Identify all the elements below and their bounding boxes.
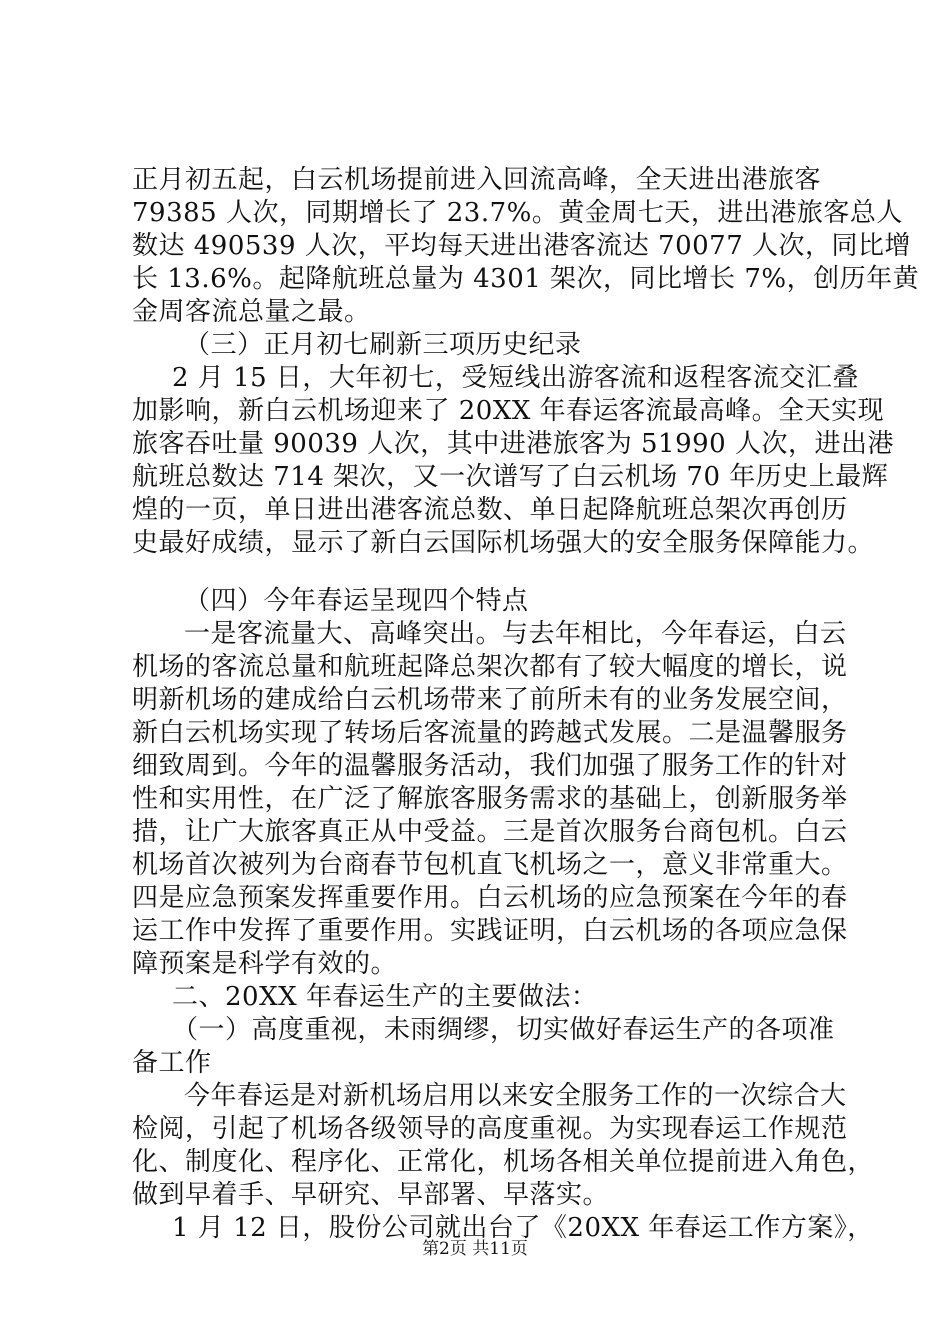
text-line: 正月初五起，白云机场提前进入回流高峰，全天进出港旅客: [132, 165, 822, 195]
text-line: 明新机场的建成给白云机场带来了前所未有的业务发展空间，: [132, 685, 848, 715]
page-number-footer: 第2页 共11页: [422, 1239, 528, 1259]
text-line: 今年春运是对新机场启用以来安全服务工作的一次综合大: [184, 1081, 847, 1111]
text-line: 金周客流总量之最。: [132, 297, 371, 327]
text-line: 机场首次被列为台商春节包机直飞机场之一，意义非常重大。: [132, 850, 848, 880]
text-line: 新白云机场实现了转场后客流量的跨越式发展。二是温馨服务: [132, 718, 848, 748]
text-line: 加影响，新白云机场迎来了 20XX 年春运客流最高峰。全天实现: [132, 396, 885, 426]
text-line: 措，让广大旅客真正从中受益。三是首次服务台商包机。白云: [132, 817, 848, 847]
text-line: 煌的一页，单日进出港客流总数、单日起降航班总架次再创历: [132, 495, 848, 525]
text-line: 长 13.6%。起降航班总量为 4301 架次，同比增长 7%，创历年黄: [132, 264, 920, 294]
text-line: 旅客吞吐量 90039 人次，其中进港旅客为 51990 人次，进出港: [132, 429, 894, 459]
text-line: 79385 人次，同期增长了 23.7%。黄金周七天，进出港旅客总人: [132, 198, 903, 228]
section-heading: （三）正月初七刷新三项历史纪录: [184, 330, 582, 360]
text-line: 做到早着手、早研究、早部署、早落实。: [132, 1180, 610, 1210]
section-heading: （一）高度重视，未雨绸缪，切实做好春运生产的各项准: [172, 1015, 835, 1045]
text-line: 机场的客流总量和航班起降总架次都有了较大幅度的增长，说: [132, 652, 848, 682]
text-line: 障预案是科学有效的。: [132, 949, 398, 979]
text-line: 航班总数达 714 架次，又一次谱写了白云机场 70 年历史上最辉: [132, 462, 889, 492]
text-line: 运工作中发挥了重要作用。实践证明，白云机场的各项应急保: [132, 916, 848, 946]
text-line: 检阅，引起了机场各级领导的高度重视。为实现春运工作规范: [132, 1114, 848, 1144]
text-line: 细致周到。今年的温馨服务活动，我们加强了服务工作的针对: [132, 751, 848, 781]
text-line: 一是客流量大、高峰突出。与去年相比，今年春运，白云: [184, 619, 847, 649]
section-heading: 二、20XX 年春运生产的主要做法：: [172, 982, 598, 1012]
text-line: 史最好成绩，显示了新白云国际机场强大的安全服务保障能力。: [132, 528, 875, 558]
text-line: 备工作: [132, 1048, 212, 1078]
text-line: 数达 490539 人次，平均每天进出港客流达 70077 人次，同比增: [132, 231, 912, 261]
text-line: 1 月 12 日，股份公司就出台了《20XX 年春运工作方案》，: [172, 1213, 874, 1243]
text-line: 四是应急预案发挥重要作用。白云机场的应急预案在今年的春: [132, 883, 848, 913]
text-line: 化、制度化、程序化、正常化，机场各相关单位提前进入角色，: [132, 1147, 875, 1177]
section-heading: （四）今年春运呈现四个特点: [184, 586, 529, 616]
text-line: 性和实用性，在广泛了解旅客服务需求的基础上，创新服务举: [132, 784, 848, 814]
text-line: 2 月 15 日，大年初七，受短线出游客流和返程客流交汇叠: [172, 363, 859, 393]
